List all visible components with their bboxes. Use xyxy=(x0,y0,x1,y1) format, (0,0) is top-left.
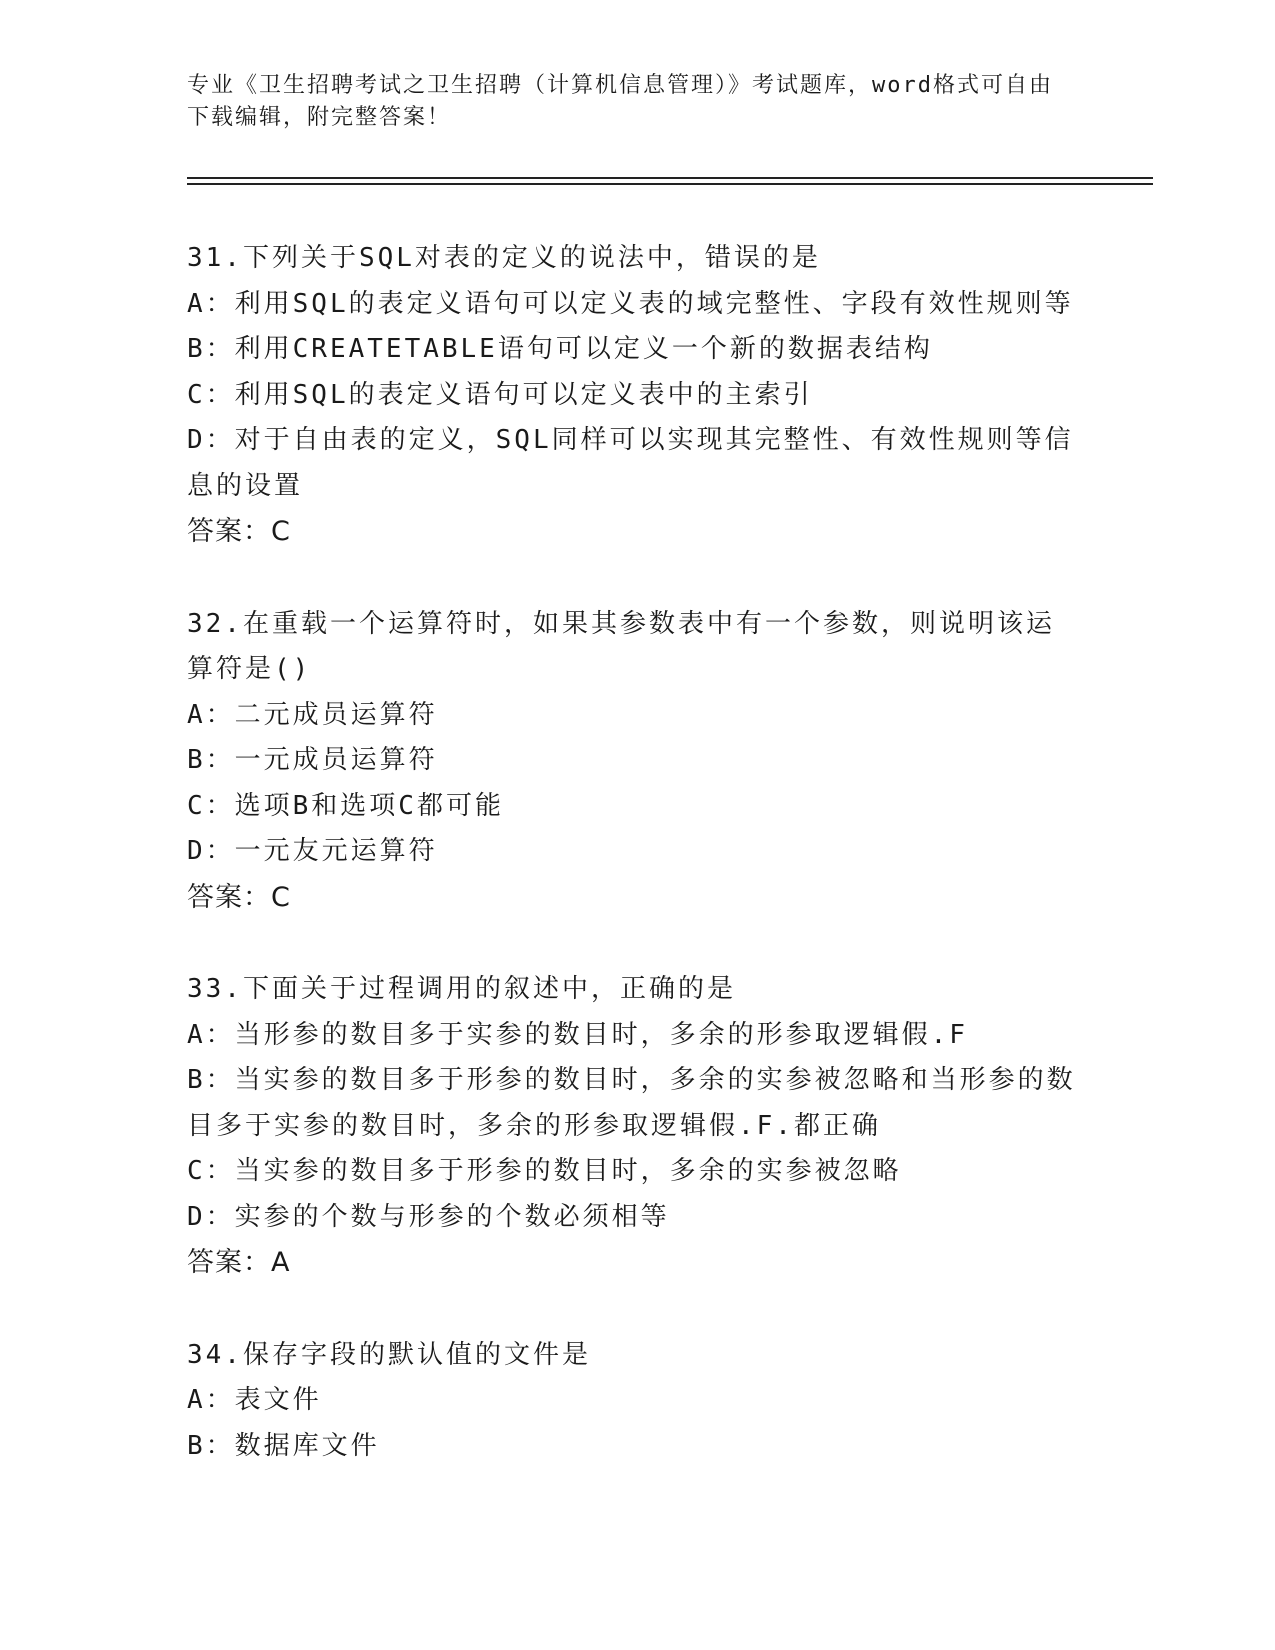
answer-label: 答案：C xyxy=(187,881,291,913)
question-stem: 32.在重载一个运算符时，如果其参数表中有一个参数，则说明该运算符是() xyxy=(187,608,1055,684)
option-d: D：一元友元运算符 xyxy=(187,836,438,866)
question-34 xyxy=(187,1333,1087,1470)
question-stem: 31.下列关于SQL对表的定义的说法中，错误的是 xyxy=(187,243,821,273)
answer-label: 答案：A xyxy=(187,1247,291,1278)
option-a: A：利用SQL的表定义语句可以定义表的域完整性、字段有效性规则等 xyxy=(187,288,1074,319)
option-a: A：当形参的数目多于实参的数目时，多余的形参取逻辑假.F xyxy=(187,1019,968,1050)
question-stem: 33.下面关于过程调用的叙述中，正确的是 xyxy=(187,974,736,1004)
option-b: B：一元成员运算符 xyxy=(187,745,438,775)
option-d: D：实参的个数与形参的个数必须相等 xyxy=(187,1201,670,1232)
document-intro: 专业《卫生招聘考试之卫生招聘（计算机信息管理）》考试题库，word格式可自由下载编辑，附完整答案！ xyxy=(187,73,1053,130)
option-a: A：二元成员运算符 xyxy=(187,699,438,730)
header-divider-top xyxy=(187,177,1153,179)
option-b: B：利用CREATETABLE语句可以定义一个新的数据表结构 xyxy=(187,334,933,364)
question-list xyxy=(187,236,1087,1516)
header-divider-bottom xyxy=(187,183,1153,185)
option-a: A：表文件 xyxy=(187,1385,322,1415)
question-31 xyxy=(187,236,1087,555)
option-d: D：对于自由表的定义，SQL同样可以实现其完整性、有效性规则等信息的设置 xyxy=(187,425,1074,501)
question-32 xyxy=(187,602,1087,921)
answer-label: 答案：C xyxy=(187,516,291,547)
option-c: C：利用SQL的表定义语句可以定义表中的主索引 xyxy=(187,379,813,410)
question-stem: 34.保存字段的默认值的文件是 xyxy=(187,1339,591,1370)
question-33 xyxy=(187,967,1087,1286)
option-b: B：当实参的数目多于形参的数目时，多余的实参被忽略和当形参的数目多于实参的数目时，多余的形参取逻辑假.F.都正确 xyxy=(187,1065,1076,1141)
option-c: C：选项B和选项C都可能 xyxy=(187,790,504,821)
option-b: B：数据库文件 xyxy=(187,1430,380,1461)
option-c: C：当实参的数目多于形参的数目时，多余的实参被忽略 xyxy=(187,1156,902,1186)
